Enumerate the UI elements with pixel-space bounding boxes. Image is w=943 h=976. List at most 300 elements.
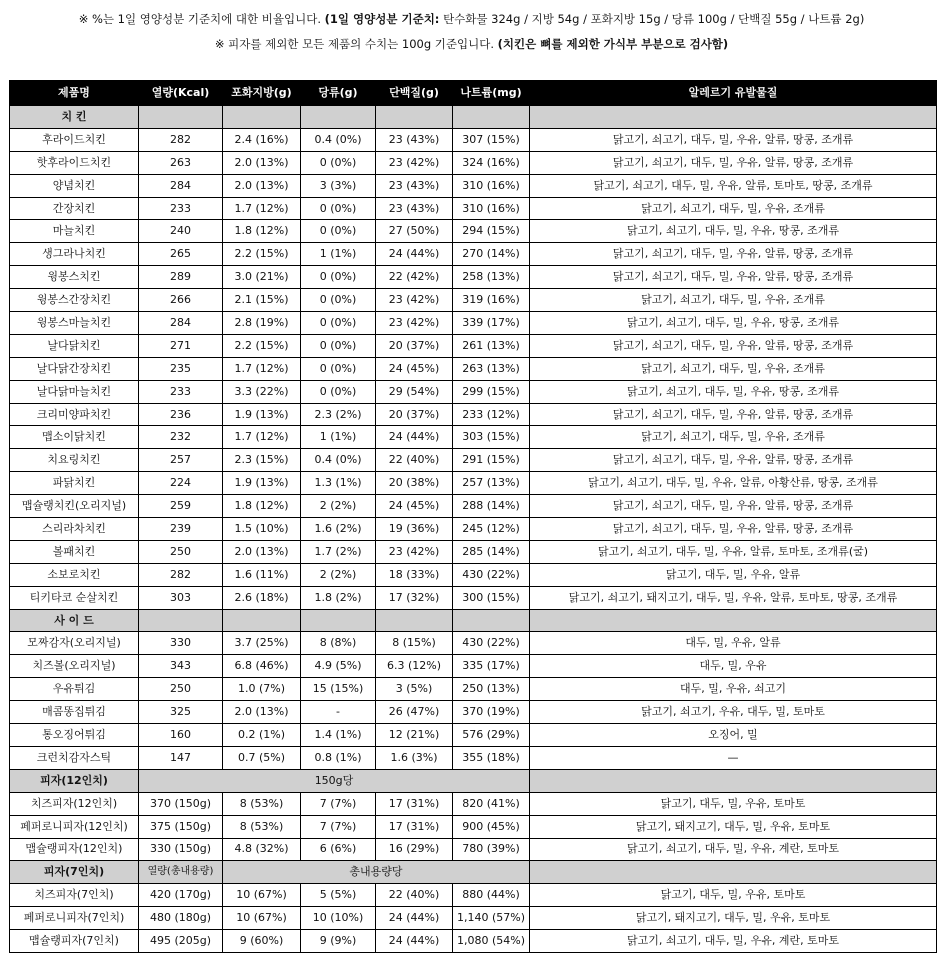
cell-sugar: 1 (1%): [301, 243, 376, 266]
cell-sugar: 0.4 (0%): [301, 128, 376, 151]
cell-sodium: 233 (12%): [453, 403, 530, 426]
cell-calories: 375 (150g): [139, 815, 223, 838]
cell-calories: 240: [139, 220, 223, 243]
cell-saturated-fat: 2.1 (15%): [223, 289, 301, 312]
cell-sugar: 0 (0%): [301, 266, 376, 289]
cell-sugar: 3 (3%): [301, 174, 376, 197]
cell-product-name: 날다닭마늘치킨: [10, 380, 139, 403]
cell-allergens: 닭고기, 대두, 밀, 우유, 토마토: [530, 792, 937, 815]
cell-sodium: 307 (15%): [453, 128, 530, 151]
table-row: [10, 472, 937, 495]
cell-saturated-fat: 2.3 (15%): [223, 449, 301, 472]
table-row: [10, 174, 937, 197]
table-row: [10, 838, 937, 861]
table-row: [10, 907, 937, 930]
table-row: [10, 792, 937, 815]
cell-sodium: 294 (15%): [453, 220, 530, 243]
cell-calories: 289: [139, 266, 223, 289]
cell-calories: 420 (170g): [139, 884, 223, 907]
cell-calories: 250: [139, 678, 223, 701]
cell-saturated-fat: 1.6 (11%): [223, 563, 301, 586]
cell-protein: 17 (31%): [376, 815, 453, 838]
cell-product-name: 티키타코 순살치킨: [10, 586, 139, 609]
cell-product-name: 윙봉스마늘치킨: [10, 312, 139, 335]
cell-product-name: 스리라차치킨: [10, 518, 139, 541]
table-row: [10, 243, 937, 266]
cell-product-name: 마늘치킨: [10, 220, 139, 243]
cell-sugar: 2 (2%): [301, 563, 376, 586]
cell-product-name: 볼패치킨: [10, 540, 139, 563]
note-line-2: ※ 피자를 제외한 모든 제품의 수치는 100g 기준입니다. (치킨은 뼈를 제외한 가식부 부분으로 검사함): [214, 37, 729, 51]
cell-sugar: 4.9 (5%): [301, 655, 376, 678]
cell-protein: 24 (44%): [376, 907, 453, 930]
cell-product-name: 치즈피자(12인치): [10, 792, 139, 815]
cell-product-name: 치요링치킨: [10, 449, 139, 472]
cell-calories: 266: [139, 289, 223, 312]
cell-saturated-fat: 0.7 (5%): [223, 746, 301, 769]
header-sodium: 나트륨(mg): [453, 81, 530, 106]
cell-sodium: 335 (17%): [453, 655, 530, 678]
cell-saturated-fat: 1.9 (13%): [223, 472, 301, 495]
cell-sodium: 1,080 (54%): [453, 930, 530, 953]
cell-allergens: 오징어, 밀: [530, 724, 937, 747]
cell-sugar: 5 (5%): [301, 884, 376, 907]
cell-sugar: 0.8 (1%): [301, 746, 376, 769]
cell-sodium: 310 (16%): [453, 197, 530, 220]
cell-allergens: 닭고기, 쇠고기, 대두, 밀, 우유, 알류, 땅콩, 조개류: [530, 334, 937, 357]
cell-product-name: 윙봉스치킨: [10, 266, 139, 289]
cell-sugar: 0 (0%): [301, 334, 376, 357]
cell-calories: 330 (150g): [139, 838, 223, 861]
section-basis: 총내용량당: [223, 861, 530, 884]
cell-sodium: 820 (41%): [453, 792, 530, 815]
table-row: [10, 701, 937, 724]
cell-allergens: 닭고기, 돼지고기, 대두, 밀, 우유, 토마토: [530, 907, 937, 930]
cell-saturated-fat: 1.7 (12%): [223, 426, 301, 449]
table-row: [10, 655, 937, 678]
cell-saturated-fat: 2.2 (15%): [223, 243, 301, 266]
section-empty-cell: [223, 106, 301, 129]
cell-saturated-fat: 3.0 (21%): [223, 266, 301, 289]
cell-protein: 16 (29%): [376, 838, 453, 861]
section-title: 사 이 드: [10, 609, 139, 632]
table-row: [10, 518, 937, 541]
cell-sugar: 0 (0%): [301, 357, 376, 380]
cell-calories: 495 (205g): [139, 930, 223, 953]
cell-sugar: 0 (0%): [301, 151, 376, 174]
cell-sodium: 291 (15%): [453, 449, 530, 472]
cell-protein: 20 (37%): [376, 334, 453, 357]
table-row: [10, 815, 937, 838]
cell-calories: 233: [139, 380, 223, 403]
section-empty-cell: [530, 106, 937, 129]
cell-allergens: 닭고기, 쇠고기, 대두, 밀, 우유, 조개류: [530, 197, 937, 220]
cell-saturated-fat: 10 (67%): [223, 907, 301, 930]
cell-allergens: 닭고기, 쇠고기, 대두, 밀, 우유, 알류, 아황산류, 땅콩, 조개류: [530, 472, 937, 495]
table-row: [10, 128, 937, 151]
cell-protein: 17 (31%): [376, 792, 453, 815]
cell-sodium: 339 (17%): [453, 312, 530, 335]
section-empty-cell: [376, 609, 453, 632]
cell-saturated-fat: 1.9 (13%): [223, 403, 301, 426]
section-empty-cell: [301, 106, 376, 129]
cell-allergens: 대두, 밀, 우유, 쇠고기: [530, 678, 937, 701]
section-empty-cell: [139, 106, 223, 129]
header-saturated-fat: 포화지방(g): [223, 81, 301, 106]
cell-saturated-fat: 1.5 (10%): [223, 518, 301, 541]
cell-sugar: 0 (0%): [301, 380, 376, 403]
cell-protein: 24 (44%): [376, 243, 453, 266]
cell-sugar: 15 (15%): [301, 678, 376, 701]
cell-allergens: 닭고기, 쇠고기, 대두, 밀, 우유, 알류, 땅콩, 조개류: [530, 495, 937, 518]
cell-sodium: 285 (14%): [453, 540, 530, 563]
section-header-row: [10, 106, 937, 129]
header-protein: 단백질(g): [376, 81, 453, 106]
cell-calories: 303: [139, 586, 223, 609]
section-basis: 150g당: [139, 769, 530, 792]
cell-sodium: 261 (13%): [453, 334, 530, 357]
cell-protein: 23 (42%): [376, 312, 453, 335]
cell-protein: 23 (42%): [376, 151, 453, 174]
table-row: [10, 930, 937, 953]
cell-sugar: 9 (9%): [301, 930, 376, 953]
cell-product-name: 매콤똥집튀김: [10, 701, 139, 724]
cell-protein: 24 (44%): [376, 930, 453, 953]
cell-product-name: 크리미양파치킨: [10, 403, 139, 426]
cell-sodium: 324 (16%): [453, 151, 530, 174]
cell-sugar: 1.4 (1%): [301, 724, 376, 747]
cell-sugar: 2 (2%): [301, 495, 376, 518]
cell-protein: 27 (50%): [376, 220, 453, 243]
table-row: [10, 334, 937, 357]
cell-sodium: 780 (39%): [453, 838, 530, 861]
cell-product-name: 우유튀김: [10, 678, 139, 701]
cell-sugar: 0 (0%): [301, 197, 376, 220]
cell-product-name: 크런치감자스틱: [10, 746, 139, 769]
cell-allergens: 닭고기, 쇠고기, 대두, 밀, 우유, 알류, 땅콩, 조개류: [530, 449, 937, 472]
cell-protein: 24 (45%): [376, 495, 453, 518]
cell-protein: 29 (54%): [376, 380, 453, 403]
cell-calories: 233: [139, 197, 223, 220]
cell-allergens: 닭고기, 대두, 밀, 우유, 토마토: [530, 884, 937, 907]
cell-protein: 6.3 (12%): [376, 655, 453, 678]
table-row: [10, 426, 937, 449]
cell-protein: 3 (5%): [376, 678, 453, 701]
cell-saturated-fat: 1.8 (12%): [223, 220, 301, 243]
cell-protein: 22 (40%): [376, 884, 453, 907]
cell-sodium: 900 (45%): [453, 815, 530, 838]
section-title: 피자(7인치): [10, 861, 139, 884]
cell-protein: 19 (36%): [376, 518, 453, 541]
cell-sodium: 319 (16%): [453, 289, 530, 312]
cell-sugar: 6 (6%): [301, 838, 376, 861]
cell-allergens: 닭고기, 쇠고기, 대두, 밀, 우유, 조개류: [530, 289, 937, 312]
cell-allergens: 닭고기, 쇠고기, 돼지고기, 대두, 밀, 우유, 알류, 토마토, 땅콩, 조개류: [530, 586, 937, 609]
cell-sodium: 430 (22%): [453, 563, 530, 586]
cell-sugar: -: [301, 701, 376, 724]
cell-calories: 224: [139, 472, 223, 495]
cell-protein: 8 (15%): [376, 632, 453, 655]
section-sub-label: 열량(총내용량): [139, 861, 223, 884]
cell-allergens: 닭고기, 쇠고기, 대두, 밀, 우유, 땅콩, 조개류: [530, 312, 937, 335]
cell-product-name: 간장치킨: [10, 197, 139, 220]
cell-product-name: 날다닭간장치킨: [10, 357, 139, 380]
cell-protein: 24 (45%): [376, 357, 453, 380]
cell-product-name: 페퍼로니피자(12인치): [10, 815, 139, 838]
cell-sugar: 0 (0%): [301, 289, 376, 312]
section-empty-cell: [530, 769, 937, 792]
cell-protein: 12 (21%): [376, 724, 453, 747]
table-row: [10, 540, 937, 563]
cell-saturated-fat: 2.6 (18%): [223, 586, 301, 609]
cell-product-name: 후라이드치킨: [10, 128, 139, 151]
cell-saturated-fat: 2.0 (13%): [223, 701, 301, 724]
cell-calories: 325: [139, 701, 223, 724]
header-product-name: 제품명: [10, 81, 139, 106]
section-empty-cell: [453, 106, 530, 129]
cell-protein: 1.6 (3%): [376, 746, 453, 769]
section-title: 피자(12인치): [10, 769, 139, 792]
cell-protein: 20 (37%): [376, 403, 453, 426]
cell-allergens: 닭고기, 쇠고기, 대두, 밀, 우유, 계란, 토마토: [530, 930, 937, 953]
table-row: [10, 563, 937, 586]
cell-calories: 330: [139, 632, 223, 655]
cell-calories: 263: [139, 151, 223, 174]
table-row: [10, 746, 937, 769]
cell-allergens: 닭고기, 쇠고기, 우유, 대두, 밀, 토마토: [530, 701, 937, 724]
table-row: [10, 632, 937, 655]
cell-sugar: 7 (7%): [301, 792, 376, 815]
cell-calories: 259: [139, 495, 223, 518]
table-row: [10, 884, 937, 907]
cell-sugar: 1.7 (2%): [301, 540, 376, 563]
cell-sugar: 0.4 (0%): [301, 449, 376, 472]
cell-allergens: 닭고기, 쇠고기, 대두, 밀, 우유, 알류, 땅콩, 조개류: [530, 266, 937, 289]
cell-allergens: 닭고기, 쇠고기, 대두, 밀, 우유, 알류, 땅콩, 조개류: [530, 128, 937, 151]
cell-protein: 23 (42%): [376, 289, 453, 312]
cell-saturated-fat: 2.0 (13%): [223, 174, 301, 197]
cell-protein: 22 (40%): [376, 449, 453, 472]
cell-protein: 26 (47%): [376, 701, 453, 724]
cell-protein: 23 (42%): [376, 540, 453, 563]
cell-product-name: 윙봉스간장치킨: [10, 289, 139, 312]
cell-saturated-fat: 8 (53%): [223, 815, 301, 838]
cell-protein: 18 (33%): [376, 563, 453, 586]
cell-sodium: 258 (13%): [453, 266, 530, 289]
cell-sodium: 270 (14%): [453, 243, 530, 266]
cell-calories: 160: [139, 724, 223, 747]
cell-sodium: 288 (14%): [453, 495, 530, 518]
cell-sodium: 263 (13%): [453, 357, 530, 380]
cell-product-name: 맵슐랭치킨(오리지널): [10, 495, 139, 518]
table-row: [10, 678, 937, 701]
section-empty-cell: [223, 609, 301, 632]
table-row: [10, 586, 937, 609]
table-row: [10, 403, 937, 426]
cell-calories: 284: [139, 174, 223, 197]
cell-sodium: 299 (15%): [453, 380, 530, 403]
cell-product-name: 파닭치킨: [10, 472, 139, 495]
cell-product-name: 날다닭치킨: [10, 334, 139, 357]
cell-sodium: 430 (22%): [453, 632, 530, 655]
cell-sodium: 250 (13%): [453, 678, 530, 701]
cell-allergens: 닭고기, 쇠고기, 대두, 밀, 우유, 알류, 토마토, 조개류(굴): [530, 540, 937, 563]
table-row: [10, 289, 937, 312]
cell-sugar: 8 (8%): [301, 632, 376, 655]
table-body: [10, 106, 937, 953]
cell-calories: 282: [139, 563, 223, 586]
cell-sodium: 576 (29%): [453, 724, 530, 747]
cell-saturated-fat: 2.8 (19%): [223, 312, 301, 335]
cell-sodium: 300 (15%): [453, 586, 530, 609]
cell-calories: 257: [139, 449, 223, 472]
cell-sodium: 370 (19%): [453, 701, 530, 724]
cell-sugar: 10 (10%): [301, 907, 376, 930]
section-empty-cell: [301, 609, 376, 632]
cell-calories: 250: [139, 540, 223, 563]
cell-allergens: 닭고기, 돼지고기, 대두, 밀, 우유, 토마토: [530, 815, 937, 838]
section-empty-cell: [376, 106, 453, 129]
cell-saturated-fat: 9 (60%): [223, 930, 301, 953]
cell-saturated-fat: 3.7 (25%): [223, 632, 301, 655]
cell-calories: 147: [139, 746, 223, 769]
header-allergens: 알레르기 유발물질: [530, 81, 937, 106]
cell-sugar: 0 (0%): [301, 220, 376, 243]
cell-calories: 284: [139, 312, 223, 335]
cell-allergens: 닭고기, 쇠고기, 대두, 밀, 우유, 계란, 토마토: [530, 838, 937, 861]
cell-allergens: 닭고기, 쇠고기, 대두, 밀, 우유, 알류, 토마토, 땅콩, 조개류: [530, 174, 937, 197]
nutrition-table: [9, 80, 937, 953]
header-calories: 열량(Kcal): [139, 81, 223, 106]
cell-saturated-fat: 6.8 (46%): [223, 655, 301, 678]
cell-sodium: 355 (18%): [453, 746, 530, 769]
cell-saturated-fat: 8 (53%): [223, 792, 301, 815]
cell-sodium: 245 (12%): [453, 518, 530, 541]
cell-protein: 17 (32%): [376, 586, 453, 609]
cell-calories: 343: [139, 655, 223, 678]
header-sugar: 당류(g): [301, 81, 376, 106]
cell-product-name: 맵소이닭치킨: [10, 426, 139, 449]
cell-allergens: 닭고기, 쇠고기, 대두, 밀, 우유, 땅콩, 조개류: [530, 380, 937, 403]
cell-sodium: 310 (16%): [453, 174, 530, 197]
cell-calories: 271: [139, 334, 223, 357]
cell-product-name: 소보로치킨: [10, 563, 139, 586]
table-row: [10, 357, 937, 380]
cell-saturated-fat: 10 (67%): [223, 884, 301, 907]
cell-allergens: 닭고기, 쇠고기, 대두, 밀, 우유, 알류, 땅콩, 조개류: [530, 518, 937, 541]
cell-allergens: —: [530, 746, 937, 769]
section-empty-cell: [530, 609, 937, 632]
cell-saturated-fat: 2.0 (13%): [223, 540, 301, 563]
cell-saturated-fat: 0.2 (1%): [223, 724, 301, 747]
cell-saturated-fat: 3.3 (22%): [223, 380, 301, 403]
cell-product-name: 맵슐랭피자(12인치): [10, 838, 139, 861]
table-row: [10, 151, 937, 174]
cell-allergens: 닭고기, 쇠고기, 대두, 밀, 우유, 조개류: [530, 357, 937, 380]
cell-saturated-fat: 2.2 (15%): [223, 334, 301, 357]
table-row: [10, 220, 937, 243]
cell-saturated-fat: 2.0 (13%): [223, 151, 301, 174]
cell-protein: 24 (44%): [376, 426, 453, 449]
cell-protein: 23 (43%): [376, 128, 453, 151]
cell-allergens: 닭고기, 쇠고기, 대두, 밀, 우유, 알류, 땅콩, 조개류: [530, 243, 937, 266]
cell-product-name: 양념치킨: [10, 174, 139, 197]
cell-product-name: 모짜감자(오리지널): [10, 632, 139, 655]
table-row: [10, 312, 937, 335]
table-row: [10, 724, 937, 747]
cell-allergens: 닭고기, 쇠고기, 대두, 밀, 우유, 조개류: [530, 426, 937, 449]
cell-calories: 232: [139, 426, 223, 449]
cell-sodium: 880 (44%): [453, 884, 530, 907]
table-row: [10, 449, 937, 472]
cell-sugar: 1 (1%): [301, 426, 376, 449]
note-line-1: ※ %는 1일 영양성분 기준치에 대한 비율입니다. (1일 영양성분 기준치: 탄수화물 324g / 지방 54g / 포화지방 15g / 당류 100g / 단백질 55g / 나트륨 2g): [78, 12, 865, 26]
section-empty-cell: [530, 861, 937, 884]
cell-sodium: 257 (13%): [453, 472, 530, 495]
cell-protein: 23 (43%): [376, 174, 453, 197]
cell-saturated-fat: 1.8 (12%): [223, 495, 301, 518]
cell-sugar: 1.6 (2%): [301, 518, 376, 541]
table-row: [10, 380, 937, 403]
cell-sugar: 2.3 (2%): [301, 403, 376, 426]
cell-protein: 22 (42%): [376, 266, 453, 289]
cell-product-name: 치즈볼(오리지널): [10, 655, 139, 678]
cell-allergens: 닭고기, 쇠고기, 대두, 밀, 우유, 알류, 땅콩, 조개류: [530, 403, 937, 426]
cell-calories: 480 (180g): [139, 907, 223, 930]
cell-saturated-fat: 1.0 (7%): [223, 678, 301, 701]
section-title: 치 킨: [10, 106, 139, 129]
cell-allergens: 닭고기, 쇠고기, 대두, 밀, 우유, 땅콩, 조개류: [530, 220, 937, 243]
cell-saturated-fat: 1.7 (12%): [223, 357, 301, 380]
cell-protein: 23 (43%): [376, 197, 453, 220]
section-header-row: [10, 861, 937, 884]
cell-allergens: 대두, 밀, 우유: [530, 655, 937, 678]
cell-allergens: 닭고기, 대두, 밀, 우유, 알류: [530, 563, 937, 586]
cell-product-name: 생그라나치킨: [10, 243, 139, 266]
cell-saturated-fat: 2.4 (16%): [223, 128, 301, 151]
cell-product-name: 치즈피자(7인치): [10, 884, 139, 907]
cell-sugar: 1.8 (2%): [301, 586, 376, 609]
cell-calories: 282: [139, 128, 223, 151]
cell-saturated-fat: 1.7 (12%): [223, 197, 301, 220]
cell-calories: 235: [139, 357, 223, 380]
cell-product-name: 통오징어튀김: [10, 724, 139, 747]
cell-sodium: 303 (15%): [453, 426, 530, 449]
cell-allergens: 대두, 밀, 우유, 알류: [530, 632, 937, 655]
cell-calories: 239: [139, 518, 223, 541]
table-row: [10, 266, 937, 289]
cell-saturated-fat: 4.8 (32%): [223, 838, 301, 861]
cell-calories: 236: [139, 403, 223, 426]
section-empty-cell: [453, 609, 530, 632]
cell-sugar: 0 (0%): [301, 312, 376, 335]
header-row: [10, 81, 937, 106]
table-row: [10, 495, 937, 518]
cell-calories: 265: [139, 243, 223, 266]
cell-product-name: 페퍼로니피자(7인치): [10, 907, 139, 930]
section-header-row: [10, 769, 937, 792]
cell-sodium: 1,140 (57%): [453, 907, 530, 930]
cell-product-name: 맵슐랭피자(7인치): [10, 930, 139, 953]
cell-sugar: 1.3 (1%): [301, 472, 376, 495]
section-empty-cell: [139, 609, 223, 632]
table-row: [10, 197, 937, 220]
cell-protein: 20 (38%): [376, 472, 453, 495]
section-header-row: [10, 609, 937, 632]
cell-allergens: 닭고기, 쇠고기, 대두, 밀, 우유, 알류, 땅콩, 조개류: [530, 151, 937, 174]
cell-sugar: 7 (7%): [301, 815, 376, 838]
cell-calories: 370 (150g): [139, 792, 223, 815]
